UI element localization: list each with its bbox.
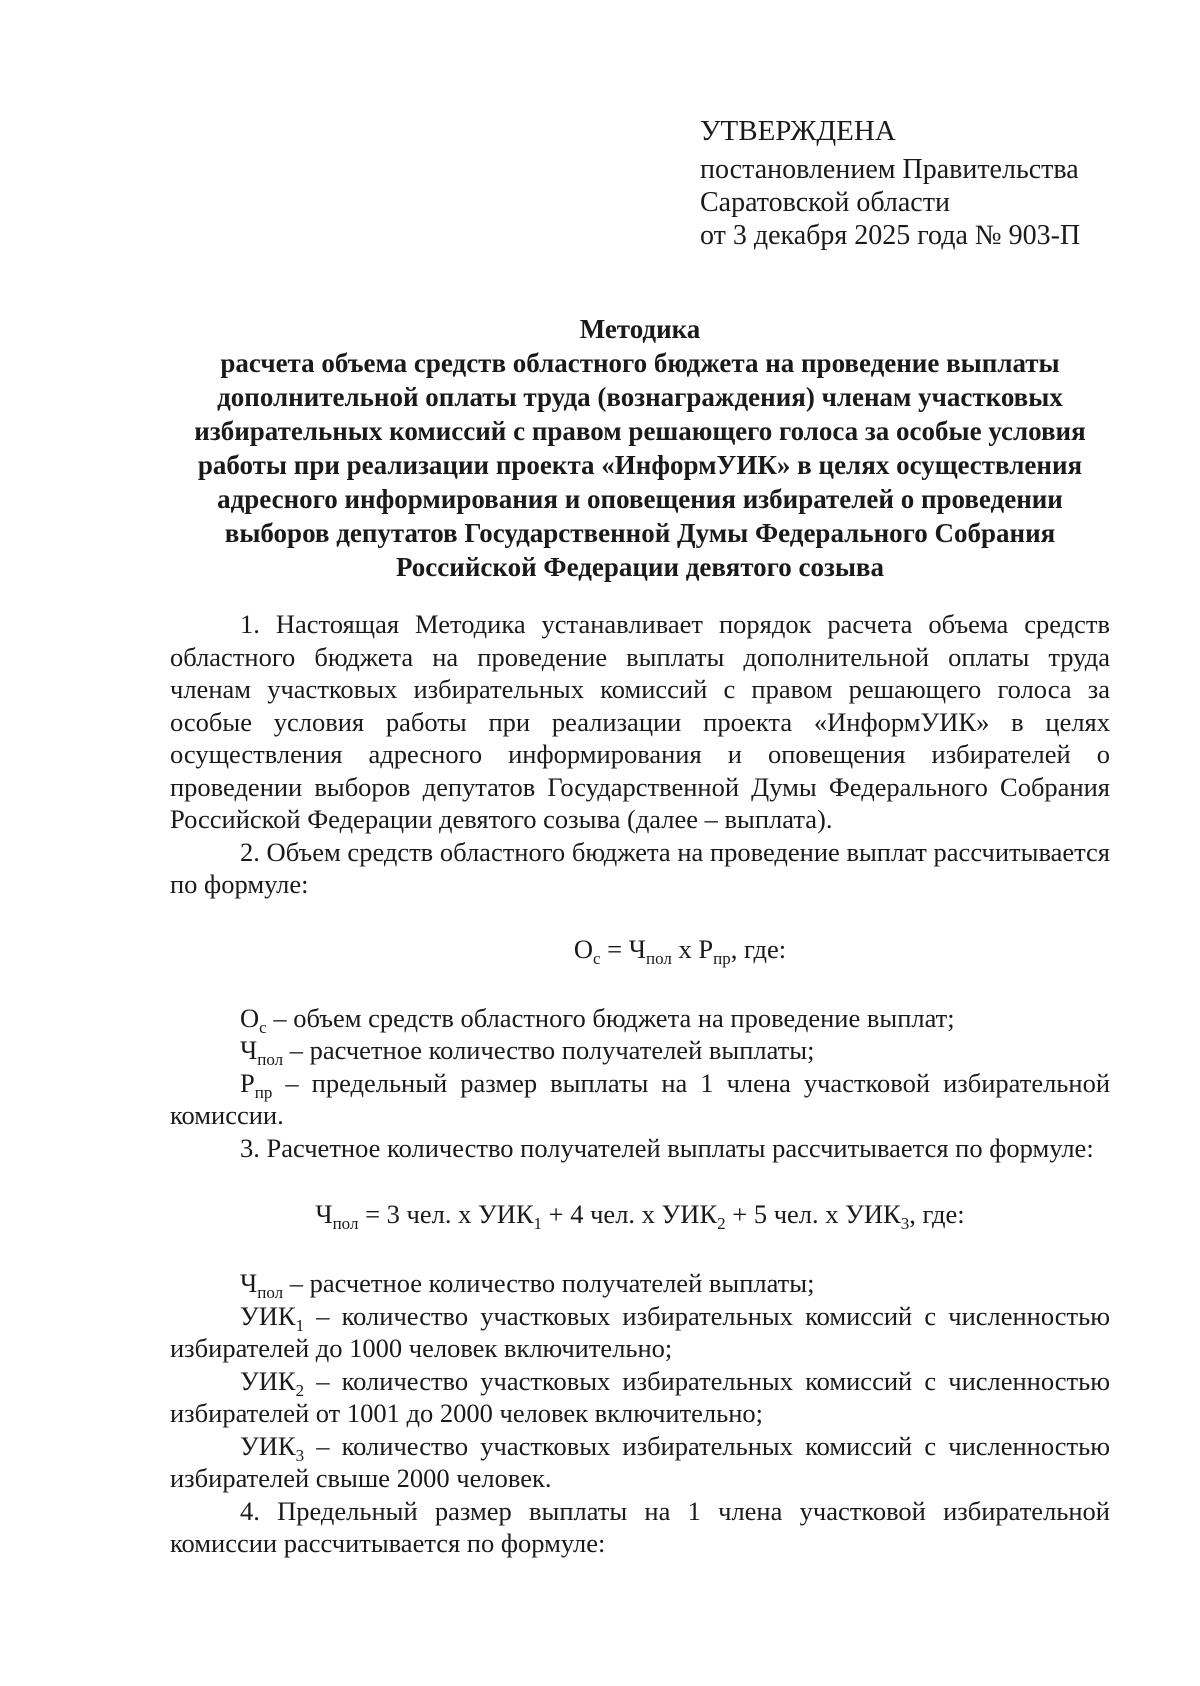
- heading-line-3: дополнительной оплаты труда (вознаграждения) членам участковых: [217, 382, 1063, 412]
- formula-total: $О_с = Ч_{пол}$ х $Р_{пр}$, где:: [573, 933, 787, 968]
- approval-line-1: постановлением Правительства: [700, 154, 1079, 185]
- heading-line-6: адресного информирования и оповещения избирателей о проведении: [217, 484, 1063, 514]
- heading-line-4: избирательных комиссий с правом решающего голоса за особые условия: [194, 416, 1086, 446]
- definition-r: $Р_{пр}$ – предельный размер выплаты на 1 члена участковой избирательной комиссии.: [170, 1067, 1110, 1130]
- definition-ch: $Ч_{пол}$ – расчетное количество получателей выплаты;: [240, 1035, 815, 1069]
- heading-line-5: работы при реализации проекта «ИнформУИК» в целях осуществления: [197, 450, 1083, 480]
- approval-line-3: от 3 декабря 2025 года № 903-П: [700, 220, 1081, 251]
- paragraph-2: 2. Объем средств областного бюджета на проведение выплат рассчитывается по формуле:: [170, 836, 1110, 899]
- heading-line-2: расчета объема средств областного бюджета на проведение выплаты: [220, 348, 1060, 378]
- definition-uik-1: $УИК_1$ – количество участковых избирательных комиссий с численностью избирателей до 1000 человек включительно;: [170, 1300, 1110, 1363]
- document-body: [170, 608, 1110, 1560]
- definition-ch-2: $Ч_{пол}$ – расчетное количество получателей выплаты;: [240, 1268, 815, 1302]
- paragraph-1: 1. Настоящая Методика устанавливает порядок расчета объема средств областного бюджета на проведение выплаты дополнительной оплаты труда членам участковых избирательных комиссий с правом решающего голоса за особые условия работы при реализации проекта «ИнформУИК» в целях осуществления адресного информирования и оповещения избирателей о проведении выборов депутатов Государственной Думы Федерального Собрания Российской Федерации девятого созыва (далее – выплата).: [170, 609, 1110, 834]
- paragraph-4: 4. Предельный размер выплаты на 1 члена участковой избирательной комиссии рассчитывается по формуле:: [170, 1495, 1110, 1558]
- paragraph-3: 3. Расчетное количество получателей выплаты рассчитывается по формуле:: [240, 1132, 1094, 1163]
- definition-o: $О_с$ – объем средств областного бюджета на проведение выплат;: [240, 1002, 955, 1037]
- definition-uik-3: $УИК_3$ – количество участковых избирательных комиссий с численностью избирателей свыше 2000 человек.: [170, 1430, 1110, 1493]
- formula-recipients: $Ч_{пол} = 3$ чел. х $УИК_1 + 4$ чел. х $УИК_2 + 5$ чел. х $УИК_3$, где:: [315, 1199, 965, 1233]
- approval-block: [700, 110, 1080, 252]
- heading-line-8: Российской Федерации девятого созыва: [395, 552, 884, 582]
- document-heading: [160, 312, 1120, 584]
- heading-line-7: выборов депутатов Государственной Думы Федерального Собрания: [224, 518, 1056, 548]
- approval-line-2: Саратовской области: [700, 187, 950, 218]
- definition-uik-2: $УИК_2$ – количество участковых избирательных комиссий с численностью избирателей от 1001 до 2000 человек включительно;: [170, 1365, 1110, 1428]
- approval-title: УТВЕРЖДЕНА: [700, 115, 896, 147]
- heading-line-1: Методика: [579, 314, 701, 344]
